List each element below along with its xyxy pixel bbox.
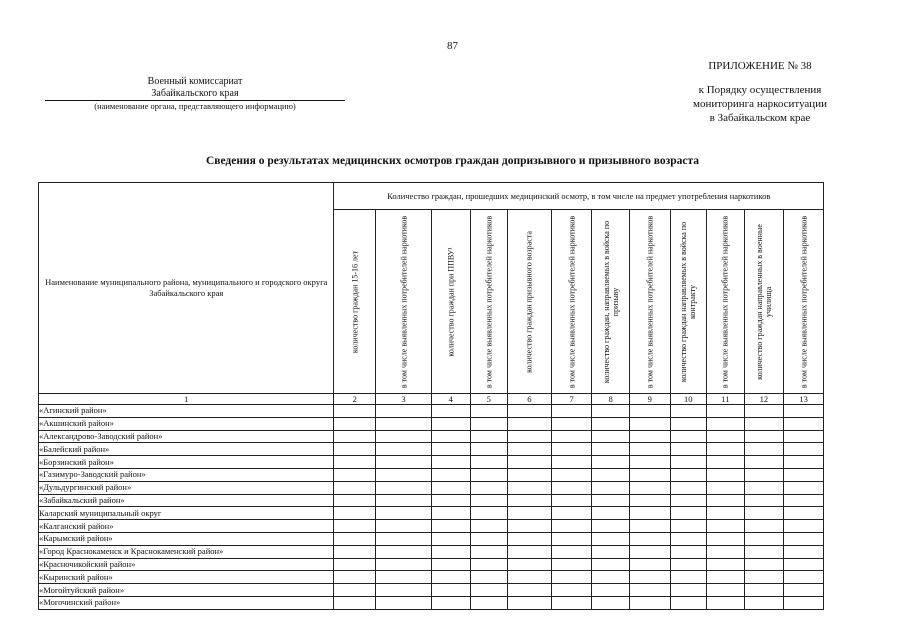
- value-cell[interactable]: [376, 584, 432, 597]
- column-header-4: [431, 210, 470, 394]
- column-header-text: в том числе выявленных потребителей наркотиков: [799, 215, 809, 388]
- value-cell[interactable]: [551, 494, 592, 507]
- value-cell[interactable]: [470, 468, 508, 481]
- column-number: 10: [670, 394, 707, 405]
- appendix-number: ПРИЛОЖЕНИЕ № 38: [708, 60, 812, 72]
- value-cell[interactable]: [551, 596, 592, 609]
- value-cell[interactable]: [592, 443, 630, 456]
- column-number: 6: [508, 394, 552, 405]
- value-cell[interactable]: [376, 520, 432, 533]
- value-cell[interactable]: [707, 456, 745, 469]
- value-cell[interactable]: [784, 456, 824, 469]
- column-number-row: [39, 394, 824, 405]
- value-cell[interactable]: [551, 468, 592, 481]
- value-cell[interactable]: [707, 430, 745, 443]
- table-body: [39, 405, 824, 610]
- value-cell[interactable]: [670, 468, 707, 481]
- value-cell[interactable]: [431, 571, 470, 584]
- value-cell[interactable]: [508, 571, 552, 584]
- column-number: 8: [592, 394, 630, 405]
- group-column-header: Количество граждан, прошедших медицинский осмотр, в том числе на предмет употребления наркотиков: [334, 183, 824, 210]
- appendix-line2: мониторинга наркоситуации: [693, 98, 827, 110]
- value-cell[interactable]: [508, 443, 552, 456]
- value-cell[interactable]: [431, 545, 470, 558]
- column-header-9: [629, 210, 670, 394]
- value-cell[interactable]: [431, 558, 470, 571]
- value-cell[interactable]: [334, 443, 376, 456]
- value-cell[interactable]: [334, 430, 376, 443]
- column-header-5: [470, 210, 508, 394]
- value-cell[interactable]: [334, 545, 376, 558]
- value-cell[interactable]: [508, 456, 552, 469]
- value-cell[interactable]: [670, 596, 707, 609]
- municipality-name: «Карымский район»: [39, 532, 334, 545]
- value-cell[interactable]: [508, 468, 552, 481]
- value-cell[interactable]: [431, 430, 470, 443]
- page-number: 87: [447, 40, 458, 52]
- value-cell[interactable]: [744, 596, 784, 609]
- value-cell[interactable]: [707, 417, 745, 430]
- municipality-name: «Агинский район»: [39, 405, 334, 418]
- organization-caption: (наименование органа, представляющего информацию): [94, 101, 296, 111]
- value-cell[interactable]: [629, 520, 670, 533]
- value-cell[interactable]: [470, 456, 508, 469]
- value-cell[interactable]: [508, 558, 552, 571]
- value-cell[interactable]: [592, 430, 630, 443]
- value-cell[interactable]: [744, 417, 784, 430]
- value-cell[interactable]: [592, 571, 630, 584]
- value-cell[interactable]: [629, 443, 670, 456]
- municipality-name: «Красночикойский район»: [39, 558, 334, 571]
- value-cell[interactable]: [376, 430, 432, 443]
- value-cell[interactable]: [376, 443, 432, 456]
- value-cell[interactable]: [551, 507, 592, 520]
- column-header-text: количество граждан при ППВУ¹: [446, 246, 456, 357]
- value-cell[interactable]: [784, 468, 824, 481]
- table-row: [39, 430, 824, 443]
- value-cell[interactable]: [376, 494, 432, 507]
- municipality-name: «Забайкальский район»: [39, 494, 334, 507]
- column-header-13: [784, 210, 824, 394]
- value-cell[interactable]: [744, 558, 784, 571]
- value-cell[interactable]: [376, 481, 432, 494]
- value-cell[interactable]: [508, 405, 552, 418]
- value-cell[interactable]: [592, 456, 630, 469]
- municipality-name: «Газимуро-Заводский район»: [39, 468, 334, 481]
- value-cell[interactable]: [431, 584, 470, 597]
- column-header-text: количество граждан 15-16 лет: [350, 250, 360, 353]
- value-cell[interactable]: [334, 507, 376, 520]
- table-row: [39, 545, 824, 558]
- value-cell[interactable]: [334, 520, 376, 533]
- value-cell[interactable]: [376, 507, 432, 520]
- document-title: Сведения о результатах медицинских осмотров граждан допризывного и призывного возраста: [205, 155, 700, 167]
- value-cell[interactable]: [670, 520, 707, 533]
- value-cell[interactable]: [707, 481, 745, 494]
- value-cell[interactable]: [470, 443, 508, 456]
- municipality-name: «Могойтуйский район»: [39, 584, 334, 597]
- appendix-block: [640, 59, 880, 125]
- value-cell[interactable]: [508, 494, 552, 507]
- column-header-text: количество граждан направляемых в войска по контракту: [679, 221, 698, 382]
- value-cell[interactable]: [744, 481, 784, 494]
- column-header-2: [334, 210, 376, 394]
- table-row: [39, 481, 824, 494]
- value-cell[interactable]: [592, 584, 630, 597]
- value-cell[interactable]: [592, 558, 630, 571]
- municipality-name: «Балейский район»: [39, 443, 334, 456]
- table-row: [39, 456, 824, 469]
- value-cell[interactable]: [629, 507, 670, 520]
- column-number: 7: [551, 394, 592, 405]
- value-cell[interactable]: [508, 596, 552, 609]
- value-cell[interactable]: [629, 417, 670, 430]
- value-cell[interactable]: [670, 417, 707, 430]
- value-cell[interactable]: [431, 417, 470, 430]
- municipality-name: «Город Краснокаменск и Краснокаменский район»: [39, 545, 334, 558]
- value-cell[interactable]: [431, 405, 470, 418]
- value-cell[interactable]: [670, 430, 707, 443]
- value-cell[interactable]: [508, 507, 552, 520]
- value-cell[interactable]: [744, 443, 784, 456]
- column-number: 9: [629, 394, 670, 405]
- table-row: [39, 405, 824, 418]
- value-cell[interactable]: [629, 545, 670, 558]
- value-cell[interactable]: [592, 494, 630, 507]
- value-cell[interactable]: [744, 405, 784, 418]
- value-cell[interactable]: [707, 494, 745, 507]
- value-cell[interactable]: [551, 481, 592, 494]
- value-cell[interactable]: [551, 545, 592, 558]
- value-cell[interactable]: [334, 456, 376, 469]
- value-cell[interactable]: [551, 456, 592, 469]
- value-cell[interactable]: [707, 571, 745, 584]
- value-cell[interactable]: [508, 532, 552, 545]
- value-cell[interactable]: [470, 405, 508, 418]
- value-cell[interactable]: [551, 520, 592, 533]
- value-cell[interactable]: [551, 571, 592, 584]
- value-cell[interactable]: [592, 417, 630, 430]
- value-cell[interactable]: [670, 532, 707, 545]
- value-cell[interactable]: [470, 596, 508, 609]
- value-cell[interactable]: [592, 507, 630, 520]
- appendix-line1: к Порядку осуществления: [698, 84, 822, 96]
- value-cell[interactable]: [431, 468, 470, 481]
- value-cell[interactable]: [376, 571, 432, 584]
- value-cell[interactable]: [592, 405, 630, 418]
- municipality-name: Каларский муниципальный округ: [39, 507, 334, 520]
- value-cell[interactable]: [784, 596, 824, 609]
- value-cell[interactable]: [334, 596, 376, 609]
- value-cell[interactable]: [334, 481, 376, 494]
- value-cell[interactable]: [707, 558, 745, 571]
- value-cell[interactable]: [431, 596, 470, 609]
- value-cell[interactable]: [470, 417, 508, 430]
- value-cell[interactable]: [629, 596, 670, 609]
- value-cell[interactable]: [551, 558, 592, 571]
- value-cell[interactable]: [334, 584, 376, 597]
- value-cell[interactable]: [784, 443, 824, 456]
- value-cell[interactable]: [334, 417, 376, 430]
- column-header-6: [508, 210, 552, 394]
- table-row: [39, 507, 824, 520]
- value-cell[interactable]: [470, 558, 508, 571]
- value-cell[interactable]: [707, 507, 745, 520]
- value-cell[interactable]: [508, 481, 552, 494]
- value-cell[interactable]: [744, 584, 784, 597]
- value-cell[interactable]: [470, 520, 508, 533]
- column-number: 1: [39, 394, 334, 405]
- value-cell[interactable]: [670, 584, 707, 597]
- column-header-text: в том числе выявленных потребителей наркотиков: [484, 215, 494, 388]
- column-header-8: [592, 210, 630, 394]
- value-cell[interactable]: [629, 430, 670, 443]
- value-cell[interactable]: [707, 532, 745, 545]
- column-number: 3: [376, 394, 432, 405]
- table-row: [39, 494, 824, 507]
- column-header-7: [551, 210, 592, 394]
- column-header-11: [707, 210, 745, 394]
- value-cell[interactable]: [376, 405, 432, 418]
- value-cell[interactable]: [431, 507, 470, 520]
- value-cell[interactable]: [376, 456, 432, 469]
- table-row: [39, 571, 824, 584]
- value-cell[interactable]: [508, 545, 552, 558]
- table-row: [39, 417, 824, 430]
- value-cell[interactable]: [629, 558, 670, 571]
- value-cell[interactable]: [334, 405, 376, 418]
- value-cell[interactable]: [784, 430, 824, 443]
- value-cell[interactable]: [670, 507, 707, 520]
- value-cell[interactable]: [744, 494, 784, 507]
- value-cell[interactable]: [744, 520, 784, 533]
- value-cell[interactable]: [508, 584, 552, 597]
- value-cell[interactable]: [551, 405, 592, 418]
- value-cell[interactable]: [470, 545, 508, 558]
- value-cell[interactable]: [592, 596, 630, 609]
- column-number: 11: [707, 394, 745, 405]
- value-cell[interactable]: [744, 545, 784, 558]
- value-cell[interactable]: [707, 405, 745, 418]
- value-cell[interactable]: [784, 545, 824, 558]
- value-cell[interactable]: [551, 417, 592, 430]
- value-cell[interactable]: [431, 481, 470, 494]
- municipality-name: «Кыринский район»: [39, 571, 334, 584]
- value-cell[interactable]: [784, 558, 824, 571]
- column-header-text: в том числе выявленных потребителей наркотиков: [399, 215, 409, 388]
- value-cell[interactable]: [376, 545, 432, 558]
- reporting-organization-block: [40, 76, 350, 112]
- table-row: [39, 520, 824, 533]
- table-row: [39, 584, 824, 597]
- value-cell[interactable]: [470, 481, 508, 494]
- value-cell[interactable]: [508, 520, 552, 533]
- value-cell[interactable]: [670, 558, 707, 571]
- value-cell[interactable]: [784, 520, 824, 533]
- organization-name-line1: Военный комиссариат: [147, 76, 243, 87]
- value-cell[interactable]: [707, 584, 745, 597]
- value-cell[interactable]: [629, 571, 670, 584]
- value-cell[interactable]: [551, 430, 592, 443]
- value-cell[interactable]: [376, 558, 432, 571]
- table-row: [39, 468, 824, 481]
- column-number: 12: [744, 394, 784, 405]
- value-cell[interactable]: [334, 571, 376, 584]
- value-cell[interactable]: [431, 532, 470, 545]
- municipality-name: «Борзинский район»: [39, 456, 334, 469]
- municipality-name: «Александрово-Заводский район»: [39, 430, 334, 443]
- value-cell[interactable]: [334, 494, 376, 507]
- table-row: [39, 558, 824, 571]
- value-cell[interactable]: [592, 468, 630, 481]
- value-cell[interactable]: [470, 532, 508, 545]
- municipality-name: «Калганский район»: [39, 520, 334, 533]
- value-cell[interactable]: [670, 545, 707, 558]
- value-cell[interactable]: [670, 405, 707, 418]
- value-cell[interactable]: [470, 494, 508, 507]
- value-cell[interactable]: [376, 417, 432, 430]
- value-cell[interactable]: [551, 532, 592, 545]
- column-number: 13: [784, 394, 824, 405]
- column-number: 2: [334, 394, 376, 405]
- value-cell[interactable]: [744, 532, 784, 545]
- column-header-12: [744, 210, 784, 394]
- value-cell[interactable]: [334, 558, 376, 571]
- value-cell[interactable]: [376, 468, 432, 481]
- column-header-10: [670, 210, 707, 394]
- value-cell[interactable]: [670, 456, 707, 469]
- column-header-text: в том числе выявленных потребителей наркотиков: [645, 215, 655, 388]
- value-cell[interactable]: [334, 532, 376, 545]
- value-cell[interactable]: [744, 430, 784, 443]
- value-cell[interactable]: [376, 532, 432, 545]
- value-cell[interactable]: [670, 481, 707, 494]
- value-cell[interactable]: [508, 417, 552, 430]
- value-cell[interactable]: [670, 494, 707, 507]
- value-cell[interactable]: [629, 468, 670, 481]
- value-cell[interactable]: [470, 430, 508, 443]
- column-number: 4: [431, 394, 470, 405]
- municipality-name: «Дульдургинский район»: [39, 481, 334, 494]
- table-row: [39, 596, 824, 609]
- value-cell[interactable]: [629, 481, 670, 494]
- column-header-text: количество граждан призывного возраста: [524, 230, 534, 373]
- value-cell[interactable]: [707, 596, 745, 609]
- value-cell[interactable]: [784, 584, 824, 597]
- column-header-text: количество граждан, направляемых в войска по призыву: [601, 220, 620, 383]
- value-cell[interactable]: [744, 507, 784, 520]
- value-cell[interactable]: [592, 545, 630, 558]
- value-cell[interactable]: [629, 456, 670, 469]
- column-header-text: количество граждан направленных в военные училища: [754, 223, 773, 380]
- table-row: [39, 443, 824, 456]
- value-cell[interactable]: [551, 584, 592, 597]
- value-cell[interactable]: [470, 571, 508, 584]
- value-cell[interactable]: [629, 405, 670, 418]
- value-cell[interactable]: [431, 494, 470, 507]
- municipality-name: «Могочинский район»: [39, 596, 334, 609]
- value-cell[interactable]: [670, 443, 707, 456]
- value-cell[interactable]: [707, 545, 745, 558]
- value-cell[interactable]: [744, 571, 784, 584]
- column-header-3: [376, 210, 432, 394]
- value-cell[interactable]: [592, 481, 630, 494]
- value-cell[interactable]: [470, 584, 508, 597]
- value-cell[interactable]: [784, 532, 824, 545]
- value-cell[interactable]: [629, 584, 670, 597]
- value-cell[interactable]: [784, 405, 824, 418]
- value-cell[interactable]: [508, 430, 552, 443]
- value-cell[interactable]: [592, 520, 630, 533]
- value-cell[interactable]: [431, 520, 470, 533]
- value-cell[interactable]: [431, 443, 470, 456]
- value-cell[interactable]: [784, 507, 824, 520]
- value-cell[interactable]: [551, 443, 592, 456]
- value-cell[interactable]: [670, 571, 707, 584]
- value-cell[interactable]: [784, 494, 824, 507]
- column-number: 5: [470, 394, 508, 405]
- column-header-text: в том числе выявленных потребителей наркотиков: [567, 215, 577, 388]
- value-cell[interactable]: [707, 520, 745, 533]
- value-cell[interactable]: [629, 532, 670, 545]
- table-row: [39, 532, 824, 545]
- value-cell[interactable]: [784, 571, 824, 584]
- appendix-line3: в Забайкальском крае: [709, 112, 811, 124]
- value-cell[interactable]: [592, 532, 630, 545]
- value-cell[interactable]: [707, 468, 745, 481]
- municipality-name: «Акшинский район»: [39, 417, 334, 430]
- value-cell[interactable]: [707, 443, 745, 456]
- value-cell[interactable]: [744, 456, 784, 469]
- value-cell[interactable]: [744, 468, 784, 481]
- organization-name-line2: Забайкальского края: [45, 88, 345, 101]
- municipality-column-header: Наименование муниципального района, муниципального и городского округа Забайкальского края: [39, 183, 334, 394]
- column-header-text: в том числе выявленных потребителей наркотиков: [720, 215, 730, 388]
- value-cell[interactable]: [784, 417, 824, 430]
- value-cell[interactable]: [784, 481, 824, 494]
- value-cell[interactable]: [376, 596, 432, 609]
- medical-exam-table: [38, 182, 824, 610]
- value-cell[interactable]: [334, 468, 376, 481]
- value-cell[interactable]: [431, 456, 470, 469]
- value-cell[interactable]: [470, 507, 508, 520]
- value-cell[interactable]: [629, 494, 670, 507]
